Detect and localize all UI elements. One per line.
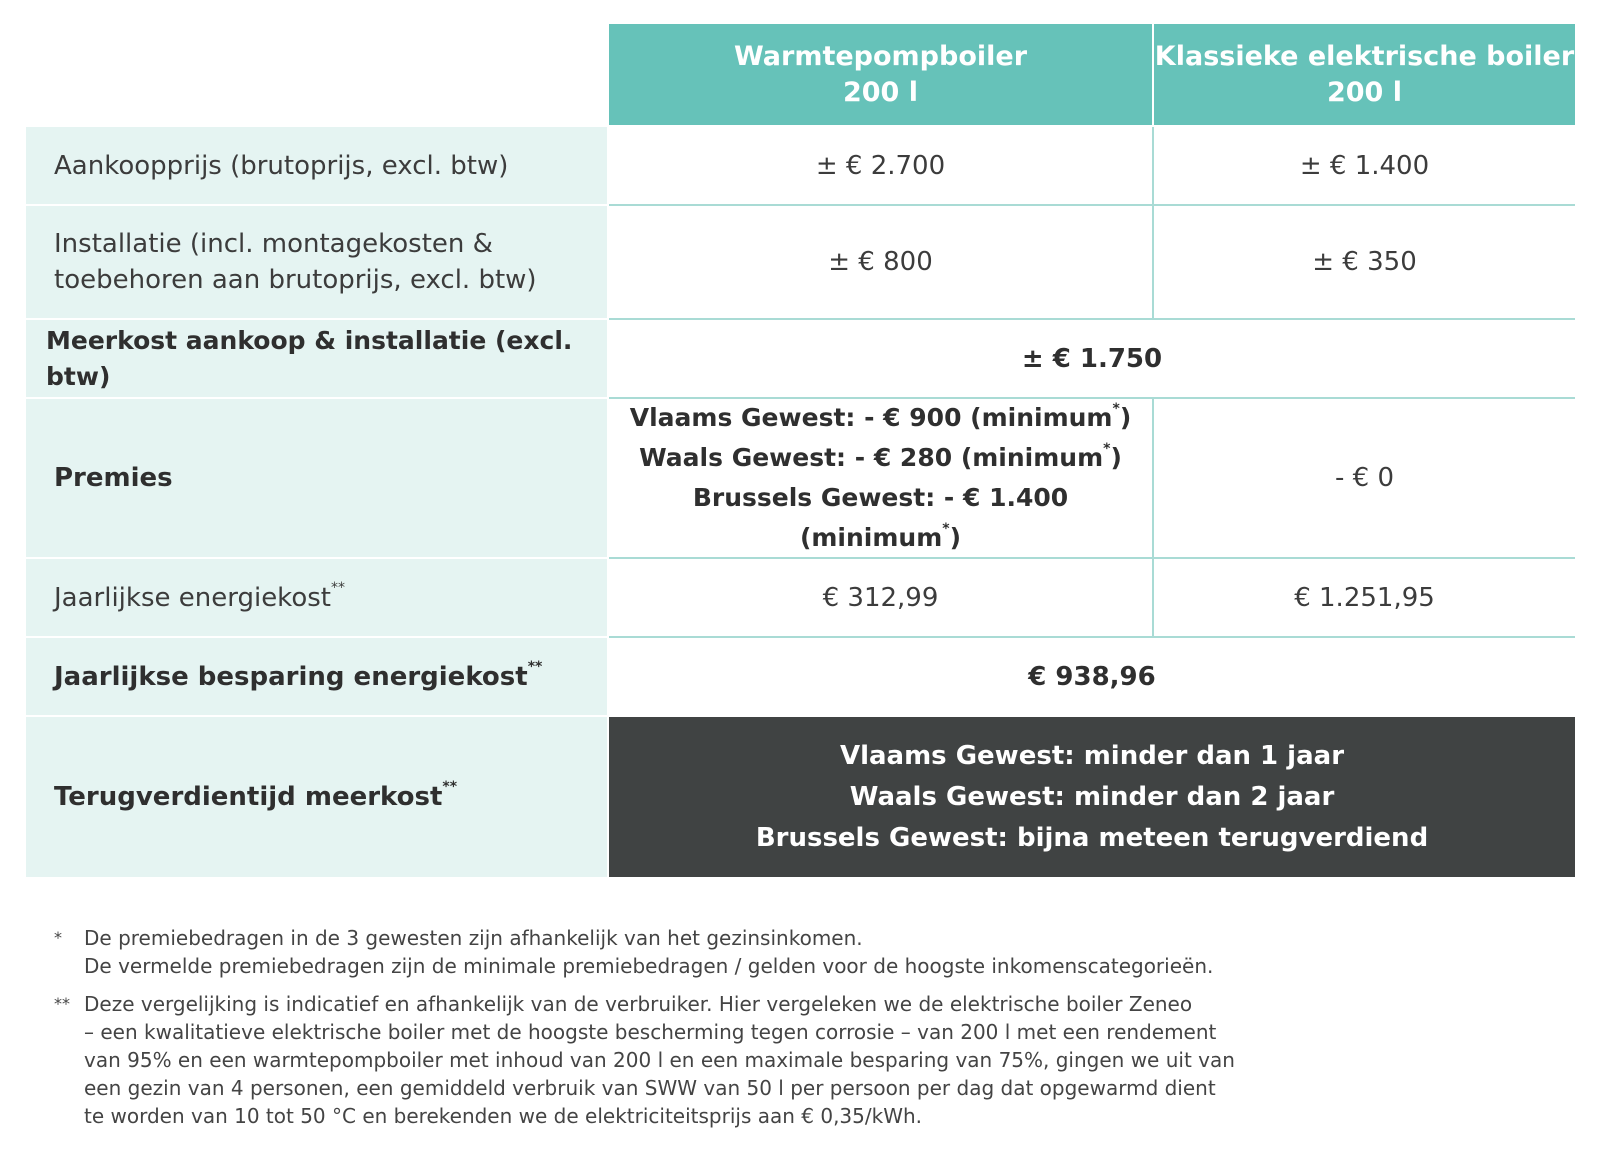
header-klassieke-boiler — [1154, 24, 1575, 125]
label-terugverdientijd-text: Terugverdientijd meerkost** — [54, 779, 458, 812]
value-premies-warmtepomp — [609, 399, 1152, 557]
header-col1-line1: Warmtepompboiler — [733, 40, 1028, 72]
footnote-2 — [54, 990, 1554, 1130]
value-aankoop-warmtepomp — [609, 127, 1152, 204]
header-col2-line2: 200 l — [1326, 76, 1402, 108]
label-premies-text: Premies — [54, 463, 173, 493]
label-premies — [26, 399, 607, 557]
footnote-1-text — [84, 924, 1554, 980]
value-energiekost-klassiek-text: € 1.251,95 — [1294, 582, 1435, 613]
divider — [609, 557, 1575, 559]
value-premies-klassiek-text: - € 0 — [1335, 463, 1394, 493]
value-premies-klassiek — [1154, 399, 1575, 557]
value-meerkost-text: ± € 1.750 — [1021, 343, 1163, 374]
footnote-mark: * — [1112, 400, 1120, 417]
label-meerkost-text: Meerkost aankoop & installatie (excl. btw) — [46, 325, 573, 391]
premie-waals: Waals Gewest: - € 280 (minimum*) — [639, 440, 1122, 472]
value-terugverdientijd — [609, 717, 1575, 877]
label-meerkost — [26, 320, 607, 397]
footnote-line: Deze vergelijking is indicatief en afhankelijk van de verbruiker. Hier vergeleken we de elektrische boiler Zeneo — [84, 992, 1193, 1016]
terugverdien-waals: Waals Gewest: minder dan 2 jaar — [849, 781, 1335, 812]
footnote-1-mark: * — [54, 928, 62, 947]
terugverdien-brussels: Brussels Gewest: bijna meteen terugverdiend — [755, 822, 1429, 853]
footnote-line: te worden van 10 tot 50 °C en berekenden we de elektriciteitsprijs aan € 0,35/kWh. — [84, 1104, 923, 1128]
value-installatie-klassiek-text: ± € 350 — [1312, 247, 1417, 277]
header-warmtepompboiler — [609, 24, 1152, 125]
value-installatie-warmtepomp-text: ± € 800 — [828, 247, 933, 277]
value-energiekost-warmtepomp-text: € 312,99 — [822, 582, 939, 613]
footnote-mark: ** — [527, 658, 543, 675]
label-energiekost-text: Jaarlijkse energiekost** — [54, 579, 345, 613]
value-installatie-warmtepomp — [609, 206, 1152, 318]
footnote-mark: * — [1103, 440, 1111, 457]
value-besparing — [609, 638, 1575, 715]
header-col2-line1: Klassieke elektrische boiler — [1154, 40, 1575, 72]
footnote-mark: ** — [330, 579, 345, 596]
divider — [1152, 127, 1154, 318]
value-aankoop-klassiek-text: ± € 1.400 — [1299, 150, 1430, 181]
footnote-line: een gezin van 4 personen, een gemiddeld verbruik van SWW van 50 l per persoon per dag dat opgewarmd dient — [84, 1076, 1216, 1100]
label-besparing-text: Jaarlijkse besparing energiekost** — [54, 658, 543, 692]
value-aankoop-klassiek — [1154, 127, 1575, 204]
divider — [609, 318, 1575, 320]
footnote-mark: ** — [442, 779, 458, 796]
divider — [609, 204, 1575, 206]
footnote-1 — [54, 924, 1554, 980]
value-aankoop-warmtepomp-text: ± € 2.700 — [815, 150, 946, 181]
footnote-line: – een kwalitatieve elektrische boiler met de hoogste bescherming tegen corrosie – van 200 l met een rendement — [84, 1020, 1217, 1044]
value-energiekost-warmtepomp — [609, 559, 1152, 636]
label-installatie-line1: Installatie (incl. montagekosten & — [54, 229, 493, 259]
label-energiekost — [26, 559, 607, 636]
divider — [1152, 399, 1154, 636]
label-aankoopprijs-text: Aankoopprijs (brutoprijs, excl. btw) — [54, 150, 509, 181]
footnote-line: De vermelde premiebedragen zijn de minimale premiebedragen / gelden voor de hoogste inkomenscategorieën. — [84, 954, 1214, 978]
label-besparing — [26, 638, 607, 715]
value-installatie-klassiek — [1154, 206, 1575, 318]
footnote-2-text — [84, 990, 1554, 1130]
divider — [609, 397, 1575, 399]
footnote-line: De premiebedragen in de 3 gewesten zijn afhankelijk van het gezinsinkomen. — [84, 926, 863, 950]
value-meerkost — [609, 320, 1575, 397]
header-col1-line2: 200 l — [842, 76, 918, 108]
label-installatie — [26, 206, 607, 318]
footnote-2-mark: ** — [54, 994, 70, 1013]
label-terugverdientijd — [26, 717, 607, 877]
label-installatie-line2: toebehoren aan brutoprijs, excl. btw) — [54, 265, 537, 295]
divider — [609, 636, 1575, 638]
footnote-line: van 95% en een warmtepompboiler met inhoud van 200 l en een maximale besparing van 75%, gingen we uit van — [84, 1048, 1235, 1072]
premie-brussels: Brussels Gewest: - € 1.400 (minimum*) — [692, 483, 1069, 552]
value-besparing-text: € 938,96 — [1028, 661, 1156, 692]
premie-vlaams: Vlaams Gewest: - € 900 (minimum*) — [629, 400, 1132, 432]
terugverdien-vlaams: Vlaams Gewest: minder dan 1 jaar — [839, 740, 1345, 771]
footnote-mark: * — [942, 520, 950, 537]
value-energiekost-klassiek — [1154, 559, 1575, 636]
label-aankoopprijs — [26, 127, 607, 204]
